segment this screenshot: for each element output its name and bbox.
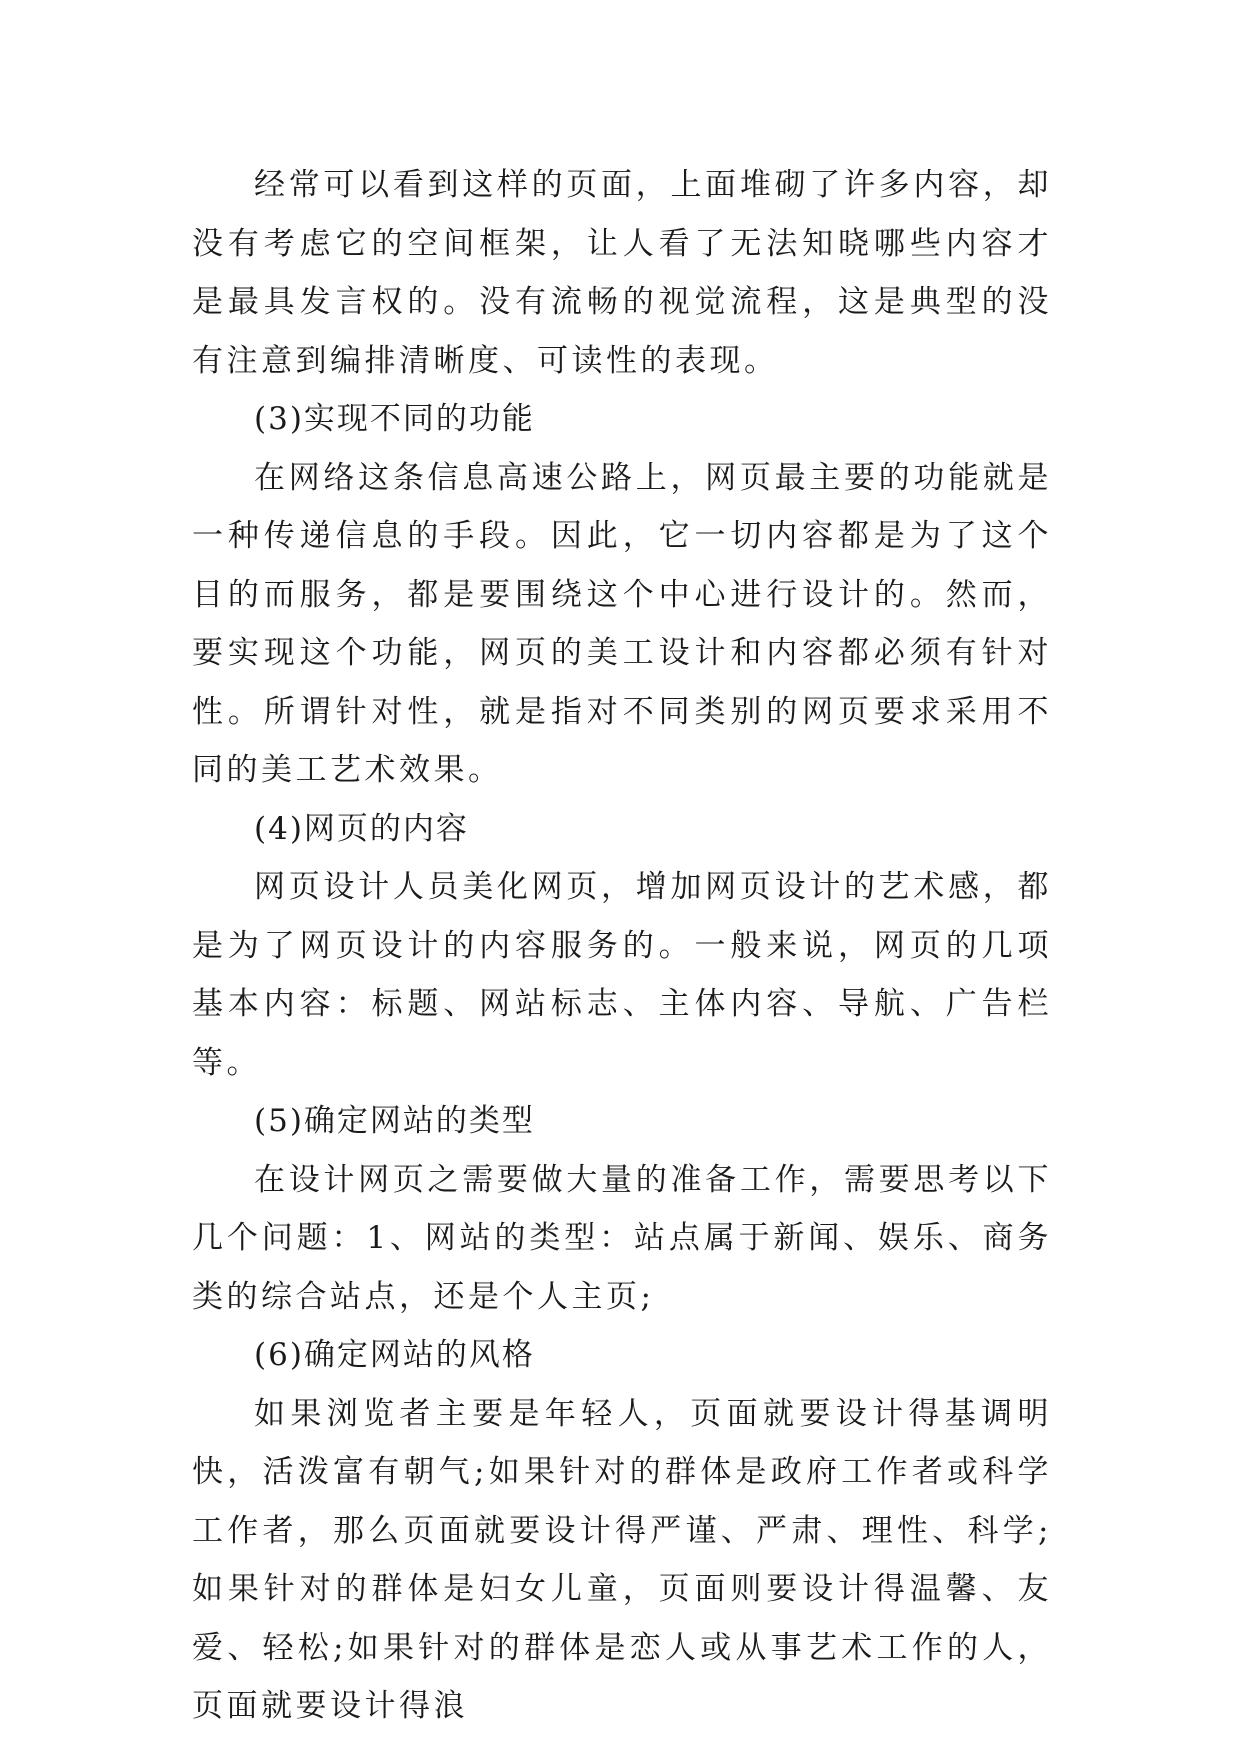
section-heading-site-style: (6)确定网站的风格	[254, 1337, 535, 1373]
paragraph-site-style: 如果浏览者主要是年轻人，页面就要设计得基调明快，活泼富有朝气;如果针对的群体是政府工作者或科学工作者，那么页面就要设计得严谨、严肃、理性、科学;如果针对的群体是妇女儿童，页面则要设计得温馨、友爱、轻松;如果针对的群体是恋人或从事艺术工作的人，页面就要设计得浪	[192, 1395, 1052, 1724]
section-heading-site-type: (5)确定网站的类型	[254, 1103, 535, 1139]
paragraph-content: 网页设计人员美化网页，增加网页设计的艺术感，都是为了网页设计的内容服务的。一般来说，网页的几项基本内容：标题、网站标志、主体内容、导航、广告栏等。	[192, 869, 1052, 1081]
paragraph-layout-density: 经常可以看到这样的页面，上面堆砌了许多内容，却没有考虑它的空间框架，让人看了无法知晓哪些内容才是最具发言权的。没有流畅的视觉流程，这是典型的没有注意到编排清晰度、可读性的表现。	[192, 167, 1052, 379]
paragraph-site-type: 在设计网页之需要做大量的准备工作，需要思考以下几个问题：1、网站的类型：站点属于新闻、娱乐、商务类的综合站点，还是个人主页;	[192, 1161, 1052, 1315]
section-heading-functions: (3)实现不同的功能	[254, 401, 535, 437]
section-heading-content: (4)网页的内容	[254, 810, 469, 847]
paragraph-functions: 在网络这条信息高速公路上，网页最主要的功能就是一种传递信息的手段。因此，它一切内容都是为了这个目的而服务，都是要围绕这个中心进行设计的。然而，要实现这个功能，网页的美工设计和内容都必须有针对性。所谓针对性，就是指对不同类别的网页要求采用不同的美工艺术效果。	[192, 459, 1052, 788]
document-body	[192, 156, 1052, 1736]
